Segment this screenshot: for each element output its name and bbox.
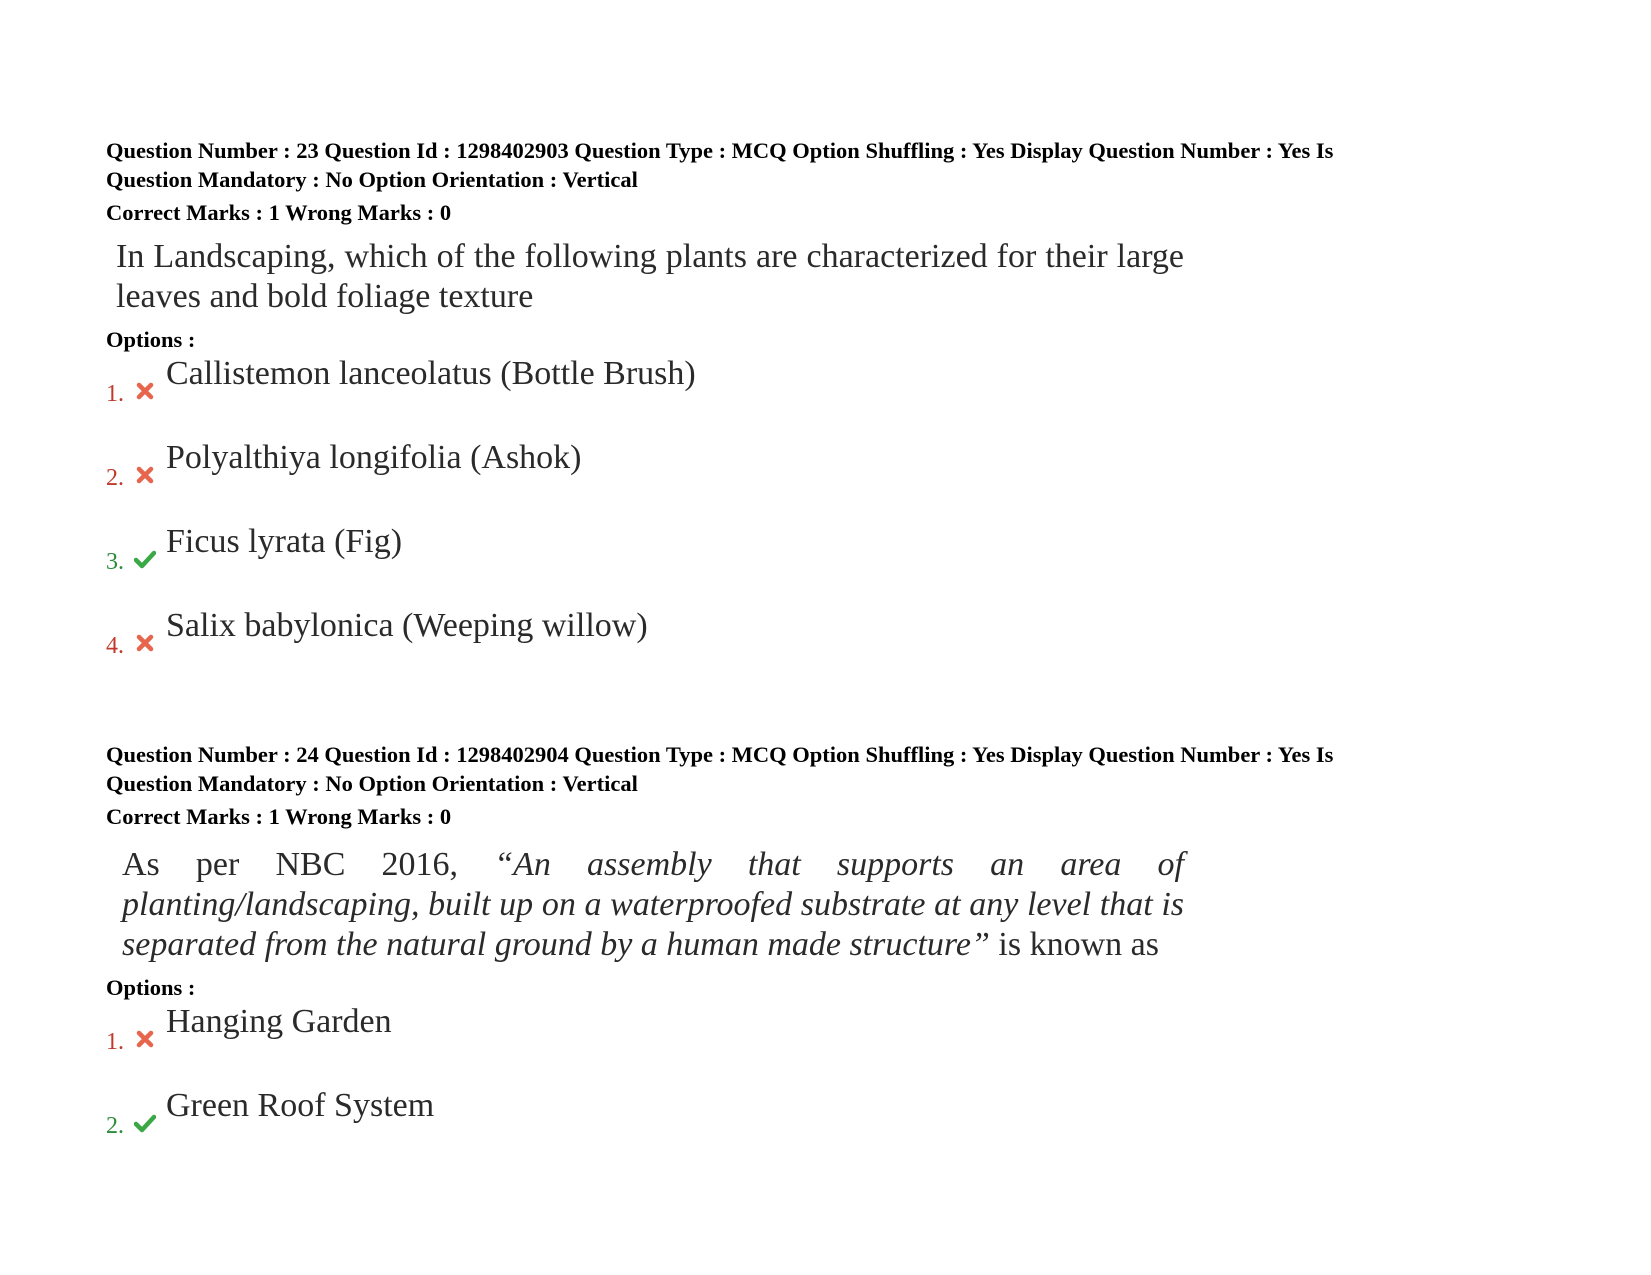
question-text-suffix: is known as bbox=[989, 926, 1159, 963]
cross-icon bbox=[134, 1028, 156, 1050]
question-meta-line1: Question Number : 24 Question Id : 1298402904 Question Type : MCQ Option Shuffling : Yes Display Question Number : Yes Is bbox=[106, 742, 1334, 767]
option-number: 4. bbox=[106, 633, 124, 659]
question-text-prefix: As per NBC 2016, bbox=[122, 846, 495, 883]
question-block-23 bbox=[106, 136, 1506, 690]
checkmark-icon bbox=[134, 1112, 156, 1134]
question-marks: Correct Marks : 1 Wrong Marks : 0 bbox=[106, 804, 452, 829]
question-meta bbox=[106, 740, 1506, 798]
checkmark-icon bbox=[134, 548, 156, 570]
cross-icon bbox=[134, 464, 156, 486]
option-2 bbox=[106, 1086, 1506, 1170]
question-meta-line1: Question Number : 23 Question Id : 1298402903 Question Type : MCQ Option Shuffling : Yes Display Question Number : Yes Is bbox=[106, 138, 1334, 163]
option-number: 1. bbox=[106, 381, 124, 407]
option-text: Callistemon lanceolatus (Bottle Brush) bbox=[166, 355, 696, 392]
options-label: Options : bbox=[106, 327, 196, 352]
question-meta-line2: Question Mandatory : No Option Orientation : Vertical bbox=[106, 167, 638, 192]
option-4 bbox=[106, 606, 1506, 690]
question-text: In Landscaping, which of the following plants are characterized for their large leaves and bold foliage texture bbox=[116, 238, 1184, 315]
question-text-quote: “An assembly that supports an area of planting/landscaping, built up on a waterproofed substrate at any level that is separated from the natural ground by a human made structure” bbox=[122, 846, 1184, 963]
option-number: 2. bbox=[106, 465, 124, 491]
option-number: 3. bbox=[106, 549, 124, 575]
question-meta bbox=[106, 136, 1506, 194]
option-number: 2. bbox=[106, 1113, 124, 1139]
option-text: Salix babylonica (Weeping willow) bbox=[166, 607, 648, 644]
option-text: Green Roof System bbox=[166, 1087, 435, 1124]
option-1 bbox=[106, 1002, 1506, 1086]
option-text: Ficus lyrata (Fig) bbox=[166, 523, 403, 560]
cross-icon bbox=[134, 632, 156, 654]
question-meta-line2: Question Mandatory : No Option Orientation : Vertical bbox=[106, 771, 638, 796]
option-text: Polyalthiya longifolia (Ashok) bbox=[166, 439, 582, 476]
option-3 bbox=[106, 522, 1506, 606]
option-text: Hanging Garden bbox=[166, 1003, 392, 1040]
question-marks: Correct Marks : 1 Wrong Marks : 0 bbox=[106, 200, 452, 225]
options-label: Options : bbox=[106, 975, 196, 1000]
question-text bbox=[122, 845, 1184, 965]
option-2 bbox=[106, 438, 1506, 522]
question-block-24 bbox=[106, 740, 1506, 1170]
cross-icon bbox=[134, 380, 156, 402]
option-number: 1. bbox=[106, 1029, 124, 1055]
option-1 bbox=[106, 354, 1506, 438]
